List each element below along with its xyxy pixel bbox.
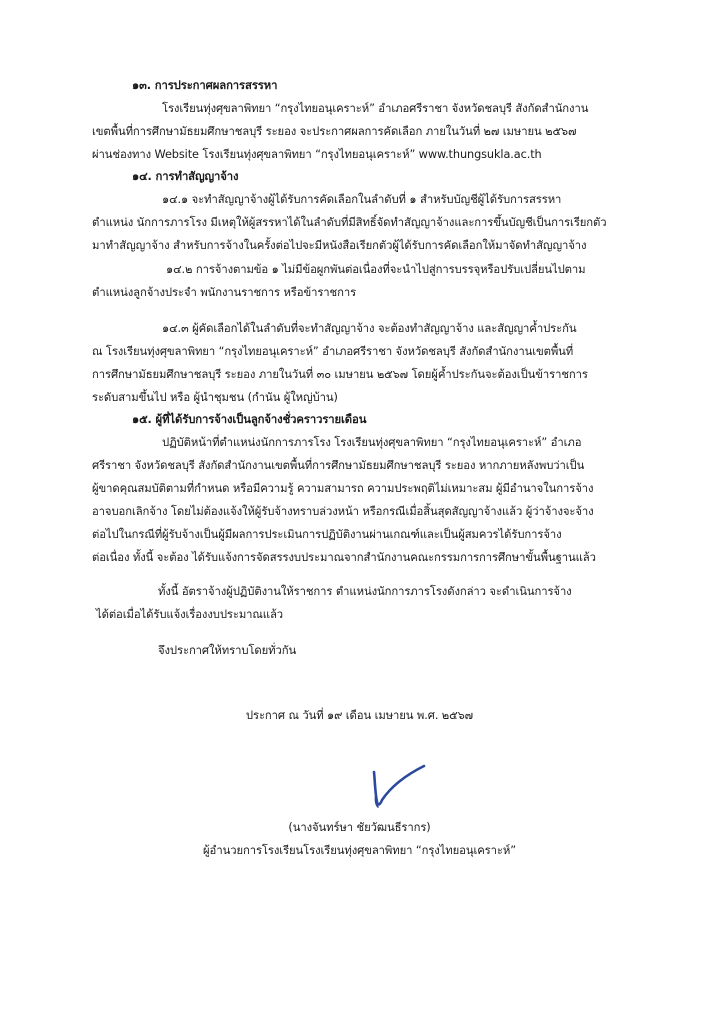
section-15-line-3: ผู้ขาดคุณสมบัติตามที่กำหนด หรือมีความรู้ ความสามารถ ความประพฤติไม่เหมาะสม ผู้มีอำนาจในการจ้าง xyxy=(92,482,594,495)
announcement-date: ประกาศ ณ วันที่ ๑๙ เดือน เมษายน พ.ศ. ๒๕๖๗ xyxy=(245,709,474,722)
closing-line-1: ทั้งนี้ อัตราจ้างผู้ปฏิบัติงานให้ราชการ ตำแหน่งนักการภารโรงดังกล่าว จะดำเนินการจ้าง xyxy=(158,585,572,598)
section-15-heading: ๑๕. ผู้ที่ได้รับการจ้างเป็นลูกจ้างชั่วคราวรายเดือน xyxy=(132,413,367,426)
section-13-line-1: โรงเรียนทุ่งศุขลาพิทยา “กรุงไทยอนุเคราะห์” อำเภอศรีราชา จังหวัดชลบุรี สังกัดสำนักงาน xyxy=(162,102,589,115)
announcement-line: จึงประกาศให้ทราบโดยทั่วกัน xyxy=(158,644,297,657)
signatory-name: (นางจันทร์ษา ชัยวัฒนธีรากร) xyxy=(288,821,431,834)
section-13-line-2: เขตพื้นที่การศึกษามัธยมศึกษาชลบุรี ระยอง จะประกาศผลการคัดเลือก ภายในวันที่ ๒๗ เมษายน ๒๕๖๗ xyxy=(92,125,577,138)
signature-icon xyxy=(362,760,430,814)
section-14-2-line-2: ตำแหน่งลูกจ้างประจำ พนักงานราชการ หรือข้าราชการ xyxy=(92,286,357,299)
section-13-heading: ๑๓. การประกาศผลการสรรหา xyxy=(132,79,278,92)
section-14-3-line-4: ระดับสามขึ้นไป หรือ ผู้นำชุมชน (กำนัน ผู้ใหญ่บ้าน) xyxy=(92,391,338,404)
section-14-2-line-1: ๑๔.๒ การจ้างตามข้อ ๑ ไม่มีข้อผูกพันต่อเนื่องที่จะนำไปสู่การบรรจุหรือปรับเปลี่ยนไปตาม xyxy=(166,263,586,276)
section-14-1-line-3: มาทำสัญญาจ้าง สำหรับการจ้างในครั้งต่อไปจะมีหนังสือเรียกตัวผู้ได้รับการคัดเลือกให้มาจัดทำสัญญาจ้าง xyxy=(92,239,587,252)
section-15-line-2: ศรีราชา จังหวัดชลบุรี สังกัดสำนักงานเขตพื้นที่การศึกษามัธยมศึกษาชลบุรี ระยอง หากภายหลังพบว่าเป็น xyxy=(92,459,585,472)
section-15-line-6: ต่อเนื่อง ทั้งนี้ จะต้อง ได้รับแจ้งการจัดสรรงบประมาณจากสำนักงานคณะกรรมการการศึกษาขั้นพื้นฐานแล้ว xyxy=(92,551,596,564)
section-14-3-line-1: ๑๔.๓ ผู้คัดเลือกได้ในลำดับที่จะทำสัญญาจ้าง จะต้องทำสัญญาจ้าง และสัญญาค้ำประกัน xyxy=(162,322,577,335)
section-15-line-5: ต่อไปในกรณีที่ผู้รับจ้างเป็นผู้มีผลการประเมินการปฏิบัติงานผ่านเกณฑ์และเป็นผู้สมควรได้รับการจ้าง xyxy=(92,528,562,541)
signatory-position: ผู้อำนวยการโรงเรียนโรงเรียนทุ่งศุขลาพิทยา “กรุงไทยอนุเคราะห์” xyxy=(203,844,516,857)
section-14-1-line-1: ๑๔.๑ จะทำสัญญาจ้างผู้ได้รับการคัดเลือกในลำดับที่ ๑ สำหรับบัญชีผู้ได้รับการสรรหา xyxy=(162,193,562,206)
section-14-3-line-2: ณ โรงเรียนทุ่งศุขลาพิทยา “กรุงไทยอนุเคราะห์” อำเภอศรีราชา จังหวัดชลบุรี สังกัดสำนักงานเขตพื้นที่ xyxy=(92,345,574,358)
section-13-line-3: ผ่านช่องทาง Website โรงเรียนทุ่งศุขลาพิทยา “กรุงไทยอนุเคราะห์” www.thungsukla.ac.th xyxy=(92,148,542,161)
section-15-line-1: ปฏิบัติหน้าที่ตำแหน่งนักการภารโรง โรงเรียนทุ่งศุขลาพิทยา “กรุงไทยอนุเคราะห์” อำเภอ xyxy=(162,436,582,449)
closing-line-2: ได้ต่อเมื่อได้รับแจ้งเรื่องงบประมาณแล้ว xyxy=(96,608,284,621)
section-14-3-line-3: การศึกษามัธยมศึกษาชลบุรี ระยอง ภายในวันที่ ๓๐ เมษายน ๒๕๖๗ โดยผู้ค้ำประกันจะต้องเป็นข้าราชการ xyxy=(92,368,588,381)
section-14-heading: ๑๔. การทำสัญญาจ้าง xyxy=(132,170,239,183)
section-15-line-4: อาจบอกเลิกจ้าง โดยไม่ต้องแจ้งให้ผู้รับจ้างทราบล่วงหน้า หรือกรณีเมื่อสิ้นสุดสัญญาจ้างแล้ว ผู้ว่าจ้างจะจ้าง xyxy=(92,505,594,518)
section-14-1-line-2: ตำแหน่ง นักการภารโรง มีเหตุให้ผู้สรรหาได้ในลำดับที่มีสิทธิ์จัดทำสัญญาจ้างและการขึ้นบัญชีเป็นการเรียกตัว xyxy=(92,216,607,229)
